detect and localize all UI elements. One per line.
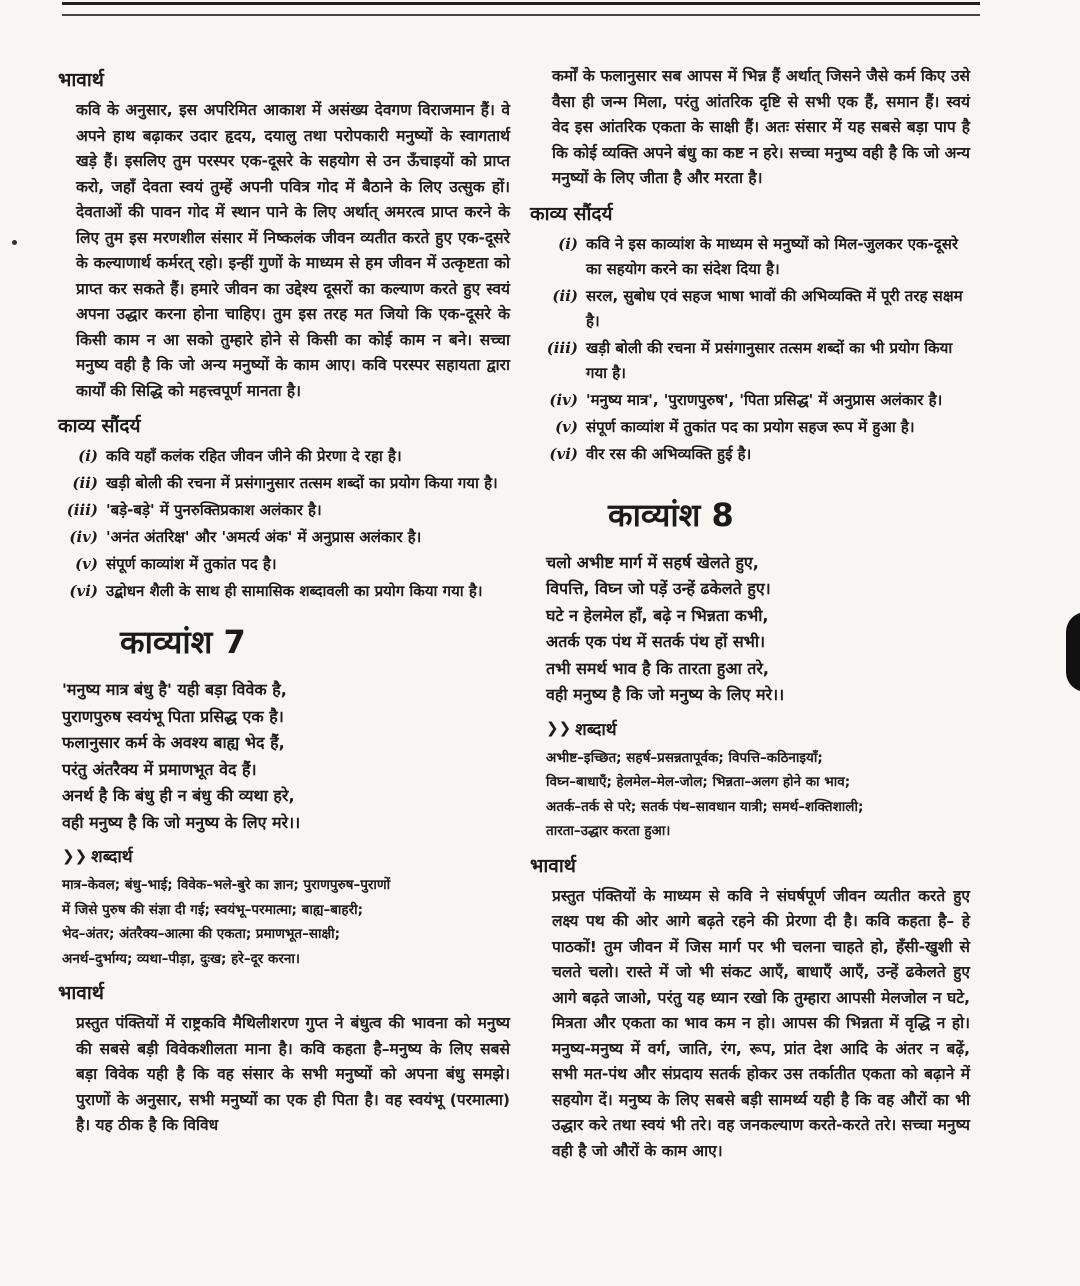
- poem-line: फलानुसार कर्म के अवश्य बाह्य भेद हैं,: [62, 733, 285, 752]
- poem-line: 'मनुष्य मात्र बंधु है' यही बड़ा विवेक है,: [62, 680, 287, 699]
- glossary-line: अनर्थ–दुर्भाग्य; व्यथा–पीड़ा, दुःख; हरे–दूर करना।: [62, 950, 300, 967]
- bhavarth-heading-2: भावार्थ: [58, 982, 104, 1004]
- kavyansh-7-title: काव्यांश 7: [120, 623, 246, 661]
- list-item: (iv) 'अनंत अंतरिक्ष' और 'अमर्त्य अंक' में अनुप्रास अलंकार है।: [69, 528, 422, 546]
- list-item: (ii) सरल, सुबोध एवं सहज भाषा भावों की अभिव्यक्ति में पूरी तरह सक्षम है।: [552, 286, 963, 330]
- glossary-7: [62, 873, 510, 971]
- list-item: (iii) खड़ी बोली की रचना में प्रसंगानुसार तत्सम शब्दों का भी प्रयोग किया गया है।: [546, 338, 953, 382]
- glossary-line: अभीष्ट–इच्छित; सहर्ष–प्रसन्नतापूर्वक; विपत्ति–कठिनाइयाँ;: [546, 749, 823, 766]
- kavya-saundarya-heading: काव्य सौंदर्य: [58, 415, 141, 437]
- glossary-line: में जिसे पुरुष की संज्ञा दी गई; स्वयंभू–परमात्मा; बाह्य–बाहरी;: [62, 901, 364, 918]
- kavya-saundarya-heading-right: काव्य सौंदर्य: [530, 202, 613, 225]
- list-item: (i) कवि ने इस काव्यांश के माध्यम से मनुष्यों को मिल-जुलकर एक-दूसरे का सहयोग करने का संदेश दिया है।: [558, 234, 959, 278]
- continued-text: कर्मों के फलानुसार सब आपस में भिन्न हैं अर्थात् जिसने जैसे कर्म किए उसे वैसा ही जन्म मिला, परंतु आंतरिक दृष्टि से सभी एक हैं, समान हैं। स्वयं वेद इस आंतरिक एकता के साक्षी हैं। अतः संसार में यह सबसे बड़ा पाप है कि कोई व्यक्ति अपने बंधु का कष्ट न हरे। सच्चा मनुष्य वही है कि जो अन्य मनुष्यों के लिए जीता है और मरता है।: [552, 67, 970, 187]
- list-item: (v) संपूर्ण काव्यांश में तुकांत पद है।: [75, 555, 277, 573]
- list-item: (vi) उद्बोधन शैली के साथ ही सामासिक शब्दावली का प्रयोग किया गया है।: [69, 582, 483, 600]
- poem-line: चलो अभीष्ट मार्ग में सहर्ष खेलते हुए,: [546, 552, 759, 572]
- list-item: (i) कवि यहाँ कलंक रहित जीवन जीने की प्रेरणा दे रहा है।: [78, 447, 402, 465]
- poem-line: वही मनुष्य है कि जो मनुष्य के लिए मरे।।: [546, 685, 785, 704]
- list-item: (vi) वीर रस की अभिव्यक्ति हुई है।: [549, 444, 752, 463]
- poem-line: विपत्ति, विघ्न जो पड़ें उन्हें ढकेलते हुए।: [546, 579, 771, 598]
- poem-line: परंतु अंतरैक्य में प्रमाणभूत वेद हैं।: [62, 759, 257, 779]
- list-item: (v) संपूर्ण काव्यांश में तुकांत पद का प्रयोग सहज रूप में हुआ है।: [555, 417, 915, 436]
- double-chevron-icon: ❯❯: [546, 719, 572, 737]
- poem-line: अनर्थ है कि बंधु ही न बंधु की व्यथा हरे,: [62, 786, 295, 805]
- left-column: [50, 58, 510, 1143]
- shabdarth-heading-right: ❯❯ शब्दार्थ: [546, 719, 617, 740]
- list-item: (iii) 'बड़े-बड़े' में पुनरुक्तिप्रकाश अलंकार है।: [66, 501, 322, 519]
- kavya-saundarya-list: [50, 444, 510, 604]
- glossary-line: मात्र–केवल; बंधु–भाई; विवेक–भले-बुरे का ज्ञान; पुराणपुरुष–पुराणों: [62, 877, 391, 893]
- glossary-line: तारता–उद्धार करता हुआ।: [546, 823, 671, 839]
- bhavarth-text-right: प्रस्तुत पंक्तियों के माध्यम से कवि ने संघर्षपूर्ण जीवन व्यतीत करते हुए लक्ष्य पथ की ओर आगे बढ़ते रहने की प्रेरणा दी है। कवि कहता है– हे पाठकों! तुम जीवन में जिस मार्ग पर भी चलना चाहते हो, हँसी-खुशी से चलते चलो। रास्ते में जो भी संकट आएँ, बाधाएँ आएँ, उन्हें ढकेलते हुए आगे बढ़ते जाओ, परंतु यह ध्यान रखो कि तुम्हारा आपसी मेलजोल न घटे, मित्रता और एकता का भाव कम न हो। आपस की भिन्नता में वृद्धि न हो। मनुष्य-मनुष्य में वर्ग, जाति, रंग, रूप, प्रांत देश आदि के अंतर न बढ़ें, सभी मत-पंथ और संप्रदाय सतर्क होकर उस तर्कातीत एकता को बढ़ाने में सहयोग दें। मनुष्य के लिए सबसे बड़ी सामर्थ्य यही है कि वह औरों का भी उद्धार करे तथा स्वयं भी तरे। वह जनकल्याण करते-करते तरे। सच्चा मनुष्य वही है जो औरों के काम आए।: [552, 886, 970, 1160]
- poem-8: [546, 550, 970, 709]
- shabdarth-heading: ❯❯ शब्दार्थ: [62, 846, 133, 867]
- right-column: [530, 64, 970, 1168]
- margin-mark: [12, 240, 17, 245]
- page-top-rule: [62, 2, 980, 16]
- list-item: (ii) खड़ी बोली की रचना में प्रसंगानुसार तत्सम शब्दों का प्रयोग किया गया है।: [72, 474, 498, 492]
- double-chevron-icon: ❯❯: [62, 846, 88, 865]
- bhavarth-text: कवि के अनुसार, इस अपरिमित आकाश में असंख्य देवगण विराजमान हैं। वे अपने हाथ बढ़ाकर उदार हृदय, दयालु तथा परोपकारी मनुष्यों के स्वागतार्थ खड़े हैं। इसलिए तुम परस्पर एक-दूसरे के सहयोग से उन ऊँचाइयों को प्राप्त करो, जहाँ देवता स्वयं तुम्हें अपनी पवित्र गोद में बैठाने के लिए उत्सुक हों। देवताओं की पावन गोद में स्थान पाने के लिए अर्थात् अमरत्व प्राप्त करने के लिए तुम इस मरणशील संसार में निष्कलंक जीवन व्यतीत करते हुए एक-दूसरे के कल्याणार्थ कर्मरत् रहो। इन्हीं गुणों के माध्यम से हम जीवन में उत्कृष्टता को प्राप्त कर सकते हैं। हमारे जीवन का उद्देश्य दूसरों का कल्याण करते हुए स्वयं अपना उद्धार करना होना चाहिए। तुम इस तरह मत जियो कि एक-दूसरे के किसी काम न आ सको तुम्हारे होने से किसी का कोई काम न बने। सच्चा मनुष्य वही है कि जो अन्य मनुष्यों के काम आए। कवि परस्पर सहायता द्वारा कार्यों की सिद्धि को महत्त्वपूर्ण मानता है।: [76, 101, 511, 400]
- poem-line: घटे न हेलमेल हाँ, बढ़े न भिन्नता कभी,: [546, 605, 769, 625]
- kavya-saundarya-list-right: [530, 232, 970, 467]
- poem-line: वही मनुष्य है कि जो मनुष्य के लिए मरे।।: [62, 812, 301, 832]
- bhavarth-heading: भावार्थ: [58, 69, 104, 91]
- list-item: (iv) 'मनुष्य मात्र', 'पुराणपुरुष', 'पिता प्रसिद्ध' में अनुप्रास अलंकार है।: [549, 390, 943, 409]
- poem-line: पुराणपुरुष स्वयंभू पिता प्रसिद्ध एक है।: [62, 706, 284, 726]
- bhavarth-text-2: प्रस्तुत पंक्तियों में राष्ट्रकवि मैथिलीशरण गुप्त ने बंधुत्व की भावना को मनुष्य की सबसे बड़ी विवेकशीलता माना है। कवि कहता है–मनुष्य के लिए सबसे बड़ा विवेक यही है कि वह संसार के सभी मनुष्यों को अपना बंधु समझे। पुराणों के अनुसार, सभी मनुष्यों का एक ही पिता है। वह स्वयंभू (परमात्मा) है। यह ठीक है कि विविध: [76, 1014, 510, 1134]
- poem-7: [62, 677, 510, 836]
- glossary-line: अतर्क–तर्क से परे; सतर्क पंथ–सावधान यात्री; समर्थ–शक्तिशाली;: [546, 798, 864, 815]
- bhavarth-heading-right: भावार्थ: [530, 854, 576, 877]
- glossary-8: [546, 746, 970, 844]
- glossary-line: भेद–अंतर; अंतरैक्य–आत्मा की एकता; प्रमाणभूत–साक्षी;: [62, 926, 341, 942]
- kavyansh-8-title: काव्यांश 8: [608, 495, 734, 534]
- poem-line: अतर्क एक पंथ में सतर्क पंथ हों सभी।: [546, 632, 766, 651]
- poem-line: तभी समर्थ भाव है कि तारता हुआ तरे,: [546, 658, 769, 678]
- glossary-line: विघ्न–बाधाएँ; हेलमेल–मेल-जोल; भिन्नता–अलग होने का भाव;: [546, 774, 851, 790]
- page-edge-shadow: [1066, 612, 1080, 692]
